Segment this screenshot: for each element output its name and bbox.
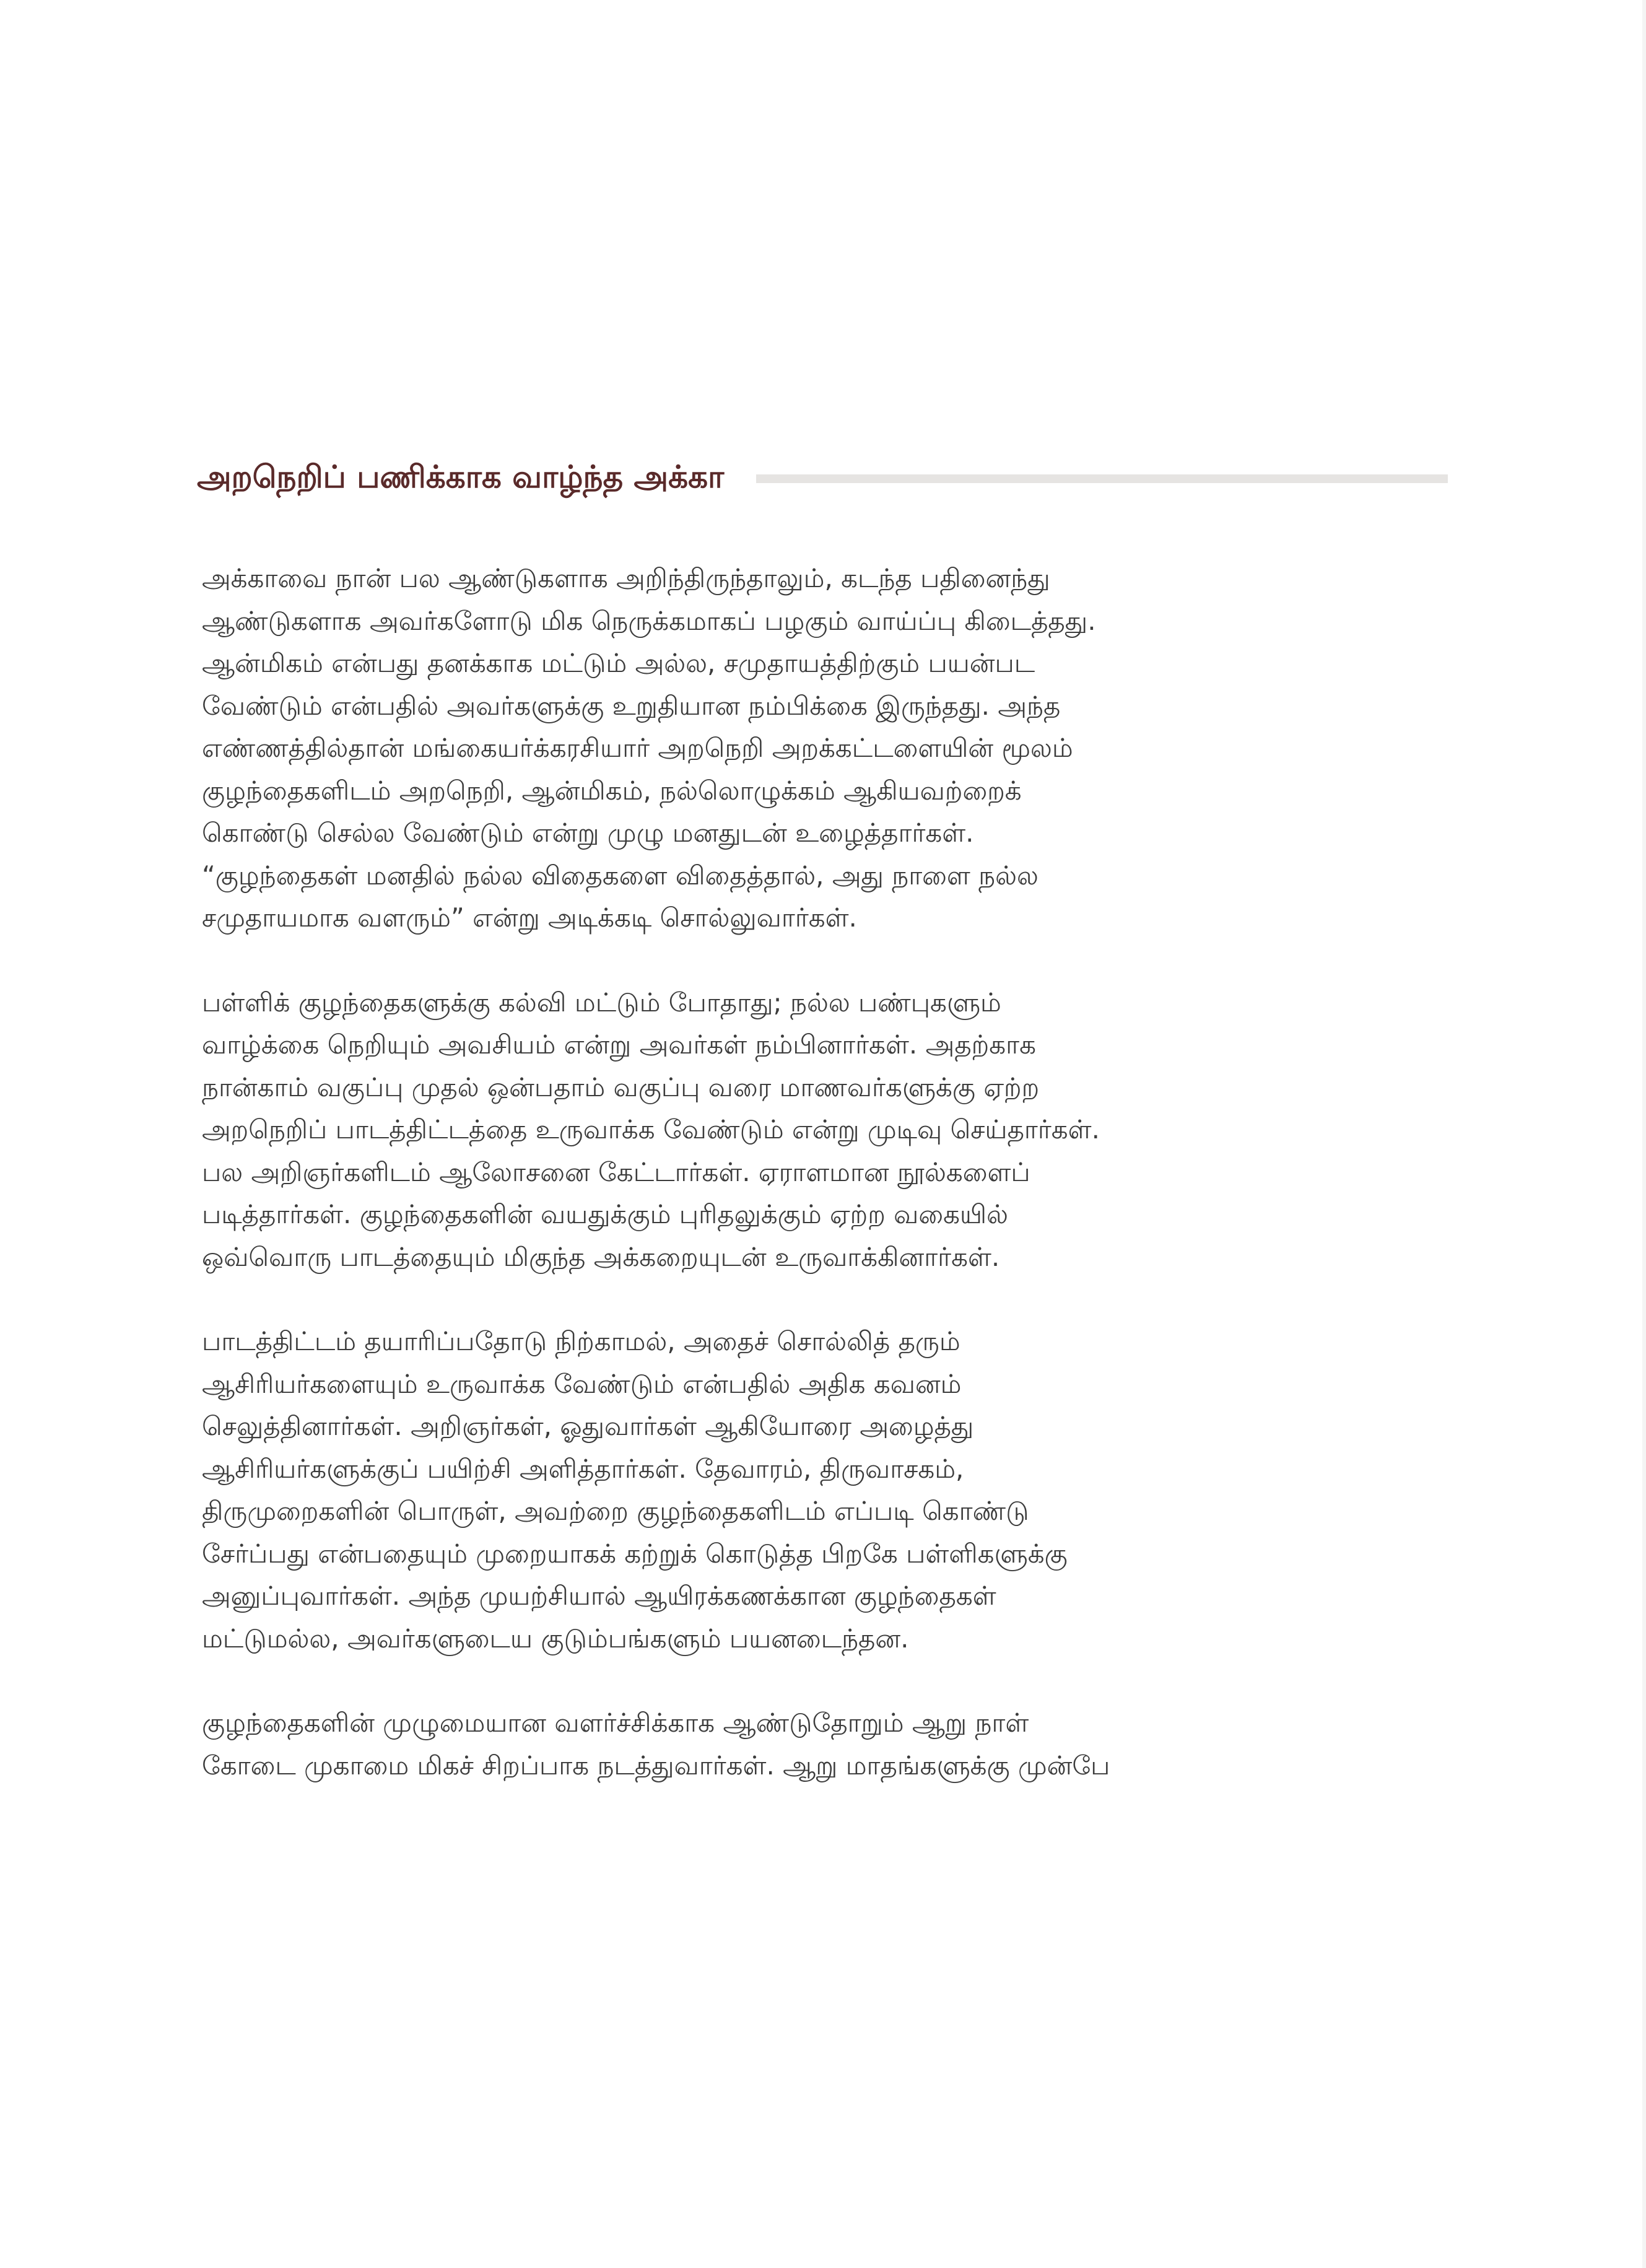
text-line: படித்தார்கள். குழந்தைகளின் வயதுக்கும் புரிதலுக்கும் ஏற்ற வகையில்	[202, 1199, 1008, 1229]
text-line: “குழந்தைகள் மனதில் நல்ல விதைகளை விதைத்தால், அது நாளை நல்ல	[202, 860, 1039, 891]
text-line: வாழ்க்கை நெறியும் அவசியம் என்று அவர்கள் நம்பினார்கள். அதற்காக	[202, 1029, 1036, 1060]
text-line: ஆன்மிகம் என்பது தனக்காக மட்டும் அல்ல, சமுதாயத்திற்கும் பயன்பட	[202, 648, 1035, 678]
article-body	[202, 557, 1471, 1829]
text-line: எண்ணத்தில்தான் மங்கையர்க்கரசியார் அறநெறி அறக்கட்டளையின் மூலம்	[202, 733, 1073, 763]
heading-divider	[756, 474, 1448, 483]
text-line: திருமுறைகளின் பொருள், அவற்றை குழந்தைகளிடம் எப்படி கொண்டு	[202, 1496, 1029, 1526]
text-line: பல அறிஞர்களிடம் ஆலோசனை கேட்டார்கள். ஏராளமான நூல்களைப்	[202, 1156, 1030, 1187]
text-line: ஆண்டுகளாக அவர்களோடு மிக நெருக்கமாகப் பழகும் வாய்ப்பு கிடைத்தது.	[202, 605, 1096, 636]
text-line: பள்ளிக் குழந்தைகளுக்கு கல்வி மட்டும் போதாது; நல்ல பண்புகளும்	[202, 987, 1001, 1018]
text-line: செலுத்தினார்கள். அறிஞர்கள், ஓதுவார்கள் ஆகியோரை அழைத்து	[202, 1411, 974, 1441]
text-line: ஒவ்வொரு பாடத்தையும் மிகுந்த அக்கறையுடன் உருவாக்கினார்கள்.	[202, 1241, 1000, 1272]
section-title: அறநெறிப் பணிக்காக வாழ்ந்த அக்கா	[197, 459, 725, 495]
text-line: நான்காம் வகுப்பு முதல் ஒன்பதாம் வகுப்பு வரை மாணவர்களுக்கு ஏற்ற	[202, 1071, 1040, 1102]
text-line: பாடத்திட்டம் தயாரிப்பதோடு நிற்காமல், அதைச் சொல்லித் தரும்	[202, 1326, 960, 1356]
text-line: மட்டுமல்ல, அவர்களுடைய குடும்பங்களும் பயனடைந்தன.	[202, 1623, 909, 1654]
text-line: அக்காவை நான் பல ஆண்டுகளாக அறிந்திருந்தாலும், கடந்த பதினைந்து	[202, 563, 1050, 593]
paragraph-1	[202, 557, 1471, 940]
paragraph-3	[202, 1320, 1471, 1660]
text-line: கொண்டு செல்ல வேண்டும் என்று முழு மனதுடன் உழைத்தார்கள்.	[202, 818, 974, 848]
text-line: ஆசிரியர்களையும் உருவாக்க வேண்டும் என்பதில் அதிக கவனம்	[202, 1368, 962, 1399]
text-line: குழந்தைகளிடம் அறநெறி, ஆன்மிகம், நல்லொழுக்கம் ஆகியவற்றைக்	[202, 775, 1022, 806]
text-line: அனுப்புவார்கள். அந்த முயற்சியால் ஆயிரக்கணக்கான குழந்தைகள்	[202, 1581, 996, 1611]
paragraph-2	[202, 982, 1471, 1279]
text-line: குழந்தைகளின் முழுமையான வளர்ச்சிக்காக ஆண்டுதோறும் ஆறு நாள்	[202, 1708, 1029, 1738]
text-line: வேண்டும் என்பதில் அவர்களுக்கு உறுதியான நம்பிக்கை இருந்தது. அந்த	[202, 690, 1061, 721]
text-line: ஆசிரியர்களுக்குப் பயிற்சி அளித்தார்கள். தேவாரம், திருவாசகம்,	[202, 1453, 964, 1484]
text-line: கோடை முகாமை மிகச் சிறப்பாக நடத்துவார்கள். ஆறு மாதங்களுக்கு முன்பே	[202, 1750, 1110, 1781]
text-line: அறநெறிப் பாடத்திட்டத்தை உருவாக்க வேண்டும் என்று முடிவு செய்தார்கள்.	[202, 1114, 1100, 1145]
text-line: சமுதாயமாக வளரும்” என்று அடிக்கடி சொல்லுவார்கள்.	[202, 902, 857, 933]
section-heading-row	[197, 443, 1448, 511]
text-line: சேர்ப்பது என்பதையும் முறையாகக் கற்றுக் கொடுத்த பிறகே பள்ளிகளுக்கு	[202, 1538, 1068, 1569]
paragraph-4	[202, 1702, 1471, 1787]
